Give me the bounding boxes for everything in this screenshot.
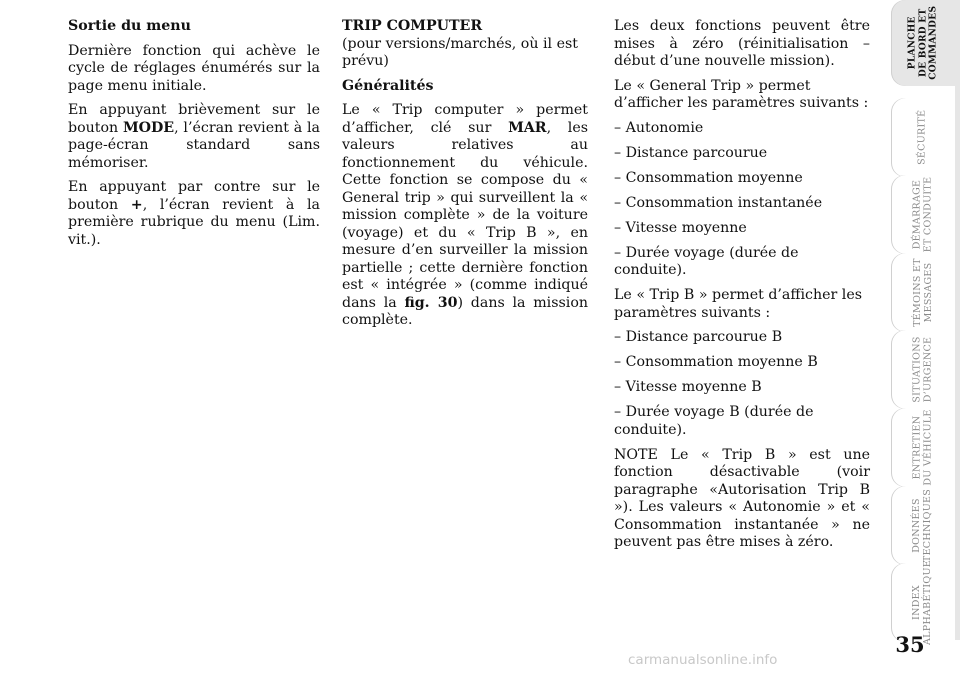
list-item: – Autonomie <box>614 119 704 136</box>
tab-label: DONNÉES TECHNIQUES <box>911 488 934 563</box>
mar-key-label: MAR <box>508 119 547 136</box>
list-item: – Durée voyage B (durée de conduite). <box>614 404 814 438</box>
plus-key-label: + <box>130 196 143 213</box>
column-trip-computer <box>342 18 588 337</box>
watermark: carmanualsonline.info <box>628 652 778 668</box>
list-general-trip <box>614 120 870 280</box>
tab-emergency[interactable] <box>891 330 955 409</box>
paragraph-last-function: Dernière fonction qui achève le cycle de réglages énumérés sur la page menu initiale. <box>68 42 320 94</box>
heading-trip-computer: TRIP COMPUTER <box>342 18 483 34</box>
tab-starting-driving[interactable] <box>891 175 955 254</box>
list-item: – Vitesse moyenne <box>614 219 747 236</box>
list-item: – Consommation moyenne <box>614 169 803 186</box>
mode-key-label: MODE <box>122 119 175 136</box>
page-number: 35 <box>895 632 925 657</box>
tab-technical-data[interactable] <box>891 486 955 565</box>
figure-reference: fig. 30 <box>404 294 458 311</box>
paragraph-reset: Les deux fonctions peuvent être mises à zéro (réinitialisation – début d’une nouvelle mission). <box>614 18 870 69</box>
list-trip-b <box>614 329 870 439</box>
tab-warning-lights[interactable] <box>891 253 955 332</box>
list-item: – Vitesse moyenne B <box>614 379 762 395</box>
paragraph-plus-button: En appuyant par contre sur le bouton +, l’écran revient à la première rubrique du menu (Lim. vit.). <box>68 179 320 248</box>
tab-label: TÉMOINS ET MESSAGES <box>911 258 933 327</box>
list-item: – Distance parcourue <box>614 144 768 161</box>
paragraph-trip-b: Le « Trip B » permet d’afficher les paramètres suivants : <box>614 287 862 321</box>
list-item: – Durée voyage (durée de conduite). <box>614 244 799 278</box>
paragraph-mode-button: En appuyant brièvement sur le bouton MODE, l’écran revient à la page-écran standard sans mémoriser. <box>68 102 320 171</box>
tab-safety[interactable] <box>891 98 955 177</box>
tab-label: SITUATIONS D’URGENCE <box>911 336 934 403</box>
column-exit-menu <box>68 18 320 256</box>
column-trip-functions <box>614 18 870 559</box>
list-item: – Distance parcourue B <box>614 329 783 345</box>
tab-label: ENTRETIEN DU VÉHICULE <box>911 409 934 486</box>
tab-label: PLANCHE DE BORD ET COMMANDES <box>907 5 939 81</box>
note-trip-b: NOTE Le « Trip B » est une fonction désactivable (voir paragraphe «Autorisation Trip B »). Les valeurs « Autonomie » et « Consommation instantanée » ne peuvent pas être mises à zéro. <box>614 446 870 550</box>
list-item: – Consommation instantanée <box>614 194 823 211</box>
section-title-general: Généralités <box>342 77 434 94</box>
tab-label: DÉMARRAGE ET CONDUITE <box>911 176 934 253</box>
heading-exit-menu: Sortie du menu <box>68 18 191 34</box>
tab-label: SÉCURITÉ <box>916 109 928 166</box>
tab-dashboard-controls[interactable] <box>891 0 955 86</box>
tab-edge <box>955 0 960 640</box>
subheading-versions: (pour versions/marchés, où il est prévu) <box>342 35 578 69</box>
tab-maintenance[interactable] <box>891 408 955 487</box>
paragraph-general-trip: Le « General Trip » permet d’afficher les paramètres suivants : <box>614 77 869 111</box>
tab-label: INDEX ALPHABÉTIQUE <box>911 559 934 646</box>
list-item: – Consommation moyenne B <box>614 354 818 370</box>
paragraph-trip-computer: Le « Trip computer » permet d’afficher, clé sur MAR, les valeurs relatives au fonctionnement du véhicule. Cette fonction se compose du « General trip » qui surveillent la « mission complète » de la voiture (voyage) et du « Trip B », en mesure d’en surveiller la mission partielle ; cette dernière fonction est « intégrée » (comme indiqué dans la fig. 30) dans la mission complète. <box>342 102 588 328</box>
